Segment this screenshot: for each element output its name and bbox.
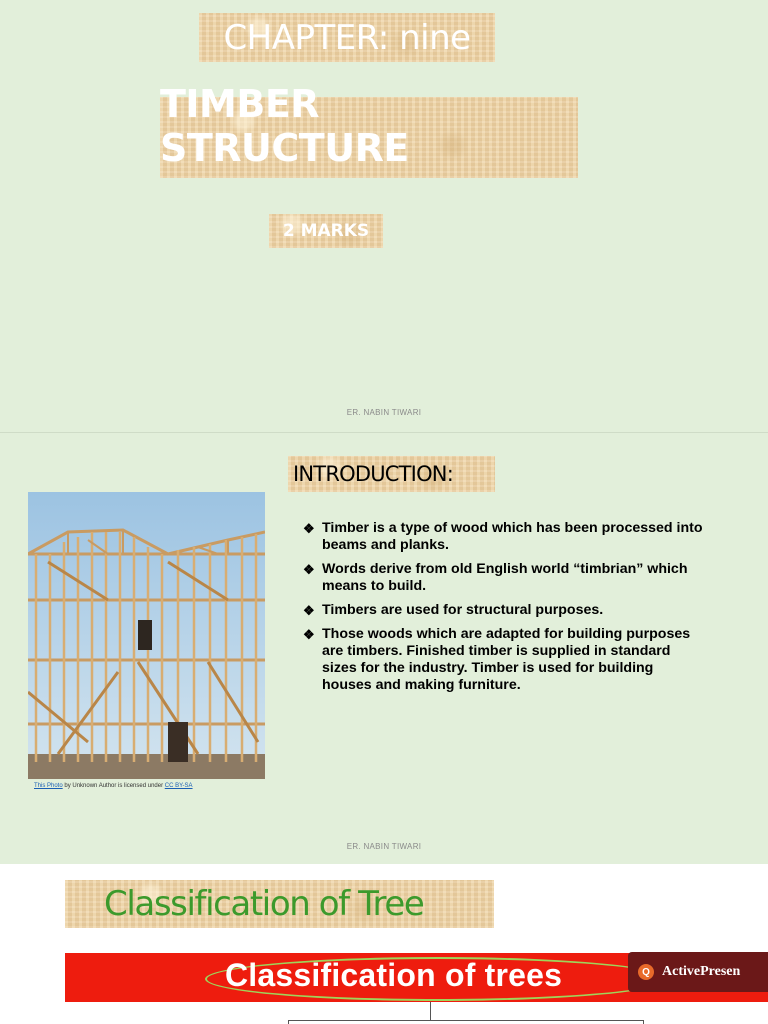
activepresenter-watermark <box>628 952 768 992</box>
bullet-item <box>303 602 703 619</box>
caption-text: by Unknown Author is licensed under <box>62 783 165 789</box>
classification-heading-box <box>65 880 494 928</box>
bullet-text: Those woods which are adapted for building purposes are timbers. Finished timber is supplied in standard sizes for the industry. Timber is used for building houses and making furniture. <box>322 626 691 693</box>
classification-heading: Classification of Tree <box>104 884 424 924</box>
diamond-bullet-icon: ❖ <box>303 627 315 642</box>
photo-caption <box>34 783 193 789</box>
slide-title <box>0 0 768 432</box>
activepresenter-logo-icon: Q <box>638 964 654 980</box>
bullet-text: Timber is a type of wood which has been processed into beams and planks. <box>322 520 703 553</box>
marks-label: 2 MARKS <box>282 221 370 241</box>
bullet-item <box>303 520 703 554</box>
diamond-bullet-icon: ❖ <box>303 562 315 577</box>
intro-bullet-list <box>303 520 703 701</box>
chapter-label-box <box>199 13 495 62</box>
banner-title: Classification of trees <box>225 957 563 993</box>
caption-license-link[interactable]: CC BY-SA <box>164 783 193 789</box>
intro-heading: INTRODUCTION: <box>293 462 453 486</box>
tree-diagram-box <box>288 1020 644 1024</box>
chapter-label: CHAPTER: nine <box>223 17 471 58</box>
slide-title-text: TIMBER STRUCTURE <box>160 81 409 170</box>
house-frame-photo <box>28 492 265 779</box>
bullet-item <box>303 626 703 694</box>
slide-footer: ER. NABIN TIWARI <box>346 842 422 851</box>
marks-box <box>269 214 383 248</box>
slide-introduction <box>0 432 768 864</box>
tree-connector-line <box>430 1002 431 1020</box>
watermark-text: ActivePresen <box>662 964 741 979</box>
title-box <box>160 81 578 178</box>
intro-heading-box <box>288 456 495 492</box>
bullet-text: Words derive from old English world “timbrian” which means to build. <box>322 561 688 594</box>
caption-photo-link[interactable]: This Photo <box>34 783 63 789</box>
bullet-item <box>303 561 703 595</box>
slide-classification <box>0 864 768 1024</box>
diamond-bullet-icon: ❖ <box>303 521 315 536</box>
slide-footer: ER. NABIN TIWARI <box>346 408 422 417</box>
diamond-bullet-icon: ❖ <box>303 603 315 618</box>
bullet-text: Timbers are used for structural purposes. <box>322 602 604 618</box>
